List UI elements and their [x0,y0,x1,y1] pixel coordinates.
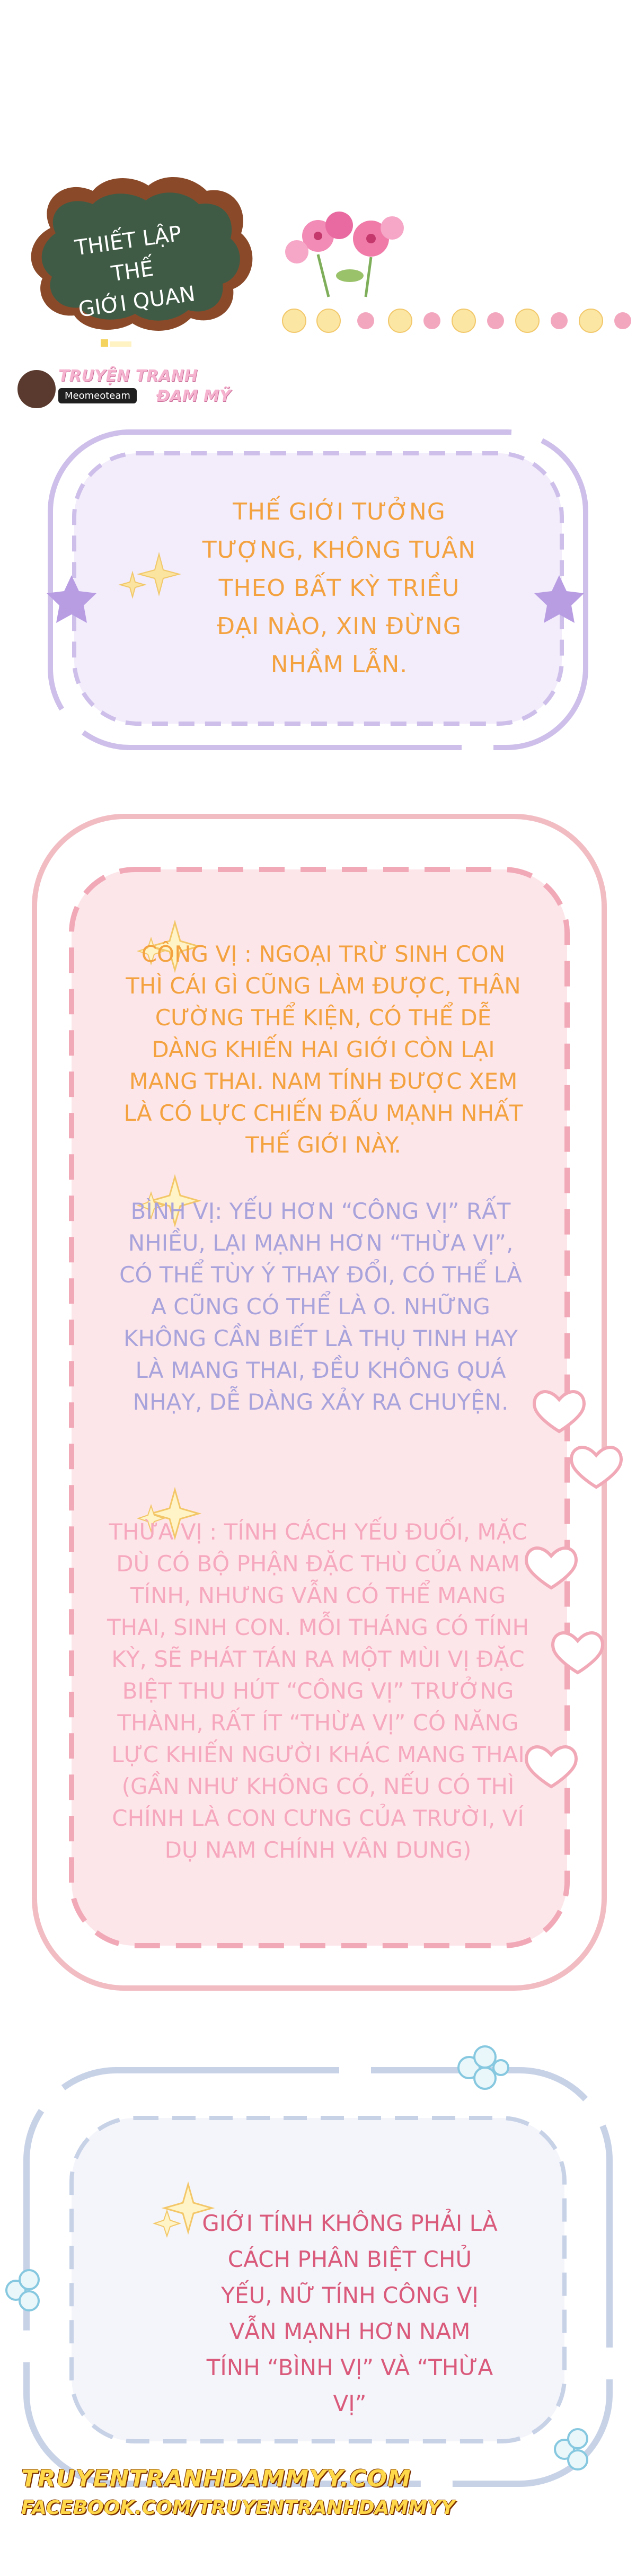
flower-row-decoration [282,309,631,332]
role-cong-vi: CÔNG VỊ : NGOẠI TRỪ SINH CON THÌ CÁI GÌ CŨNG LÀM ĐƯỢC, THÂN CƯỜNG THỂ KIỆN, CÓ THỂ DỄ DÀNG KHIẾN HAI GIỚI CÒN LẠI MANG THAI. NAM TÍNH ĐƯỢC XEM LÀ CÓ LỰC CHIẾN ĐẤU MẠNH NHẤT THẾ GIỚI NÀY. [123,941,523,1158]
facebook-watermark: FACEBOOK.COM/TRUYENTRANHDAMMYY [21,2497,455,2519]
page-title [52,215,212,327]
flower-bouquet-icon [285,212,404,297]
title-line-1: THIẾT LẬP THẾ [73,221,183,287]
title-line-2: GIỚI QUAN [77,282,197,322]
intro-text: THẾ GIỚI TƯỞNG TƯỢNG, KHÔNG TUÂN THEO BẤT KỲ TRIỀU ĐẠI NÀO, XIN ĐỪNG NHẦM LẪN. [202,498,476,678]
avatar [16,368,57,410]
brand-team: Meomeoteam [58,388,137,403]
brand-subtitle: ĐAM MỸ [156,387,231,406]
brand-watermark [16,366,238,414]
role-thua-vi: THỪA VỊ : TÍNH CÁCH YẾU ĐUỐI, MẶC DÙ CÓ BỘ PHẬN ĐẶC THÙ CỦA NAM TÍNH, NHƯNG VẪN CÓ THỂ MANG THAI, SINH CON. MỖI THÁNG CÓ TÍNH KỲ, SẼ PHÁT TÁN RA MỘT MÙI VỊ ĐẶC BIỆT THU HÚT “CÔNG VỊ” TRƯỞNG THÀNH, RẤT ÍT “THỪA VỊ” CÓ NĂNG LỰC KHIẾN NGƯỜI KHÁC MANG THAI (GẦN NHƯ KHÔNG CÓ, NẾU CÓ THÌ CHÍNH LÀ CON CƯNG CỦA TRƯỜI, VÍ DỤ NAM CHÍNH VÂN DUNG) [107,1519,529,1863]
brand-title: TRUYỆN TRANH [58,367,198,385]
site-watermark: TRUYENTRANHDAMMYY.COM [21,2465,411,2492]
chalkboard-title [21,175,244,334]
note-text: GIỚI TÍNH KHÔNG PHẢI LÀ CÁCH PHÂN BIỆT CHỦ YẾU, NỮ TÍNH CÔNG VỊ VẪN MẠNH HƠN NAM TÍNH “BÌNH VỊ” VÀ “THỪA VỊ” [202,2210,498,2416]
role-binh-vi: BÌNH VỊ: YẾU HƠN “CÔNG VỊ” RẤT NHIỀU, LẠI MẠNH HƠN “THỪA VỊ”, CÓ THỂ TÙY Ý THAY ĐỔI, CÓ THỂ LÀ A CŨNG CÓ THỂ LÀ O. NHỮNG KHÔNG CẦN BIẾT LÀ THỤ TINH HAY LÀ MANG THAI, ĐỀU KHÔNG QUÁ NHẠY, DỄ DÀNG XẢY RA CHUYỆN. [119,1198,522,1415]
